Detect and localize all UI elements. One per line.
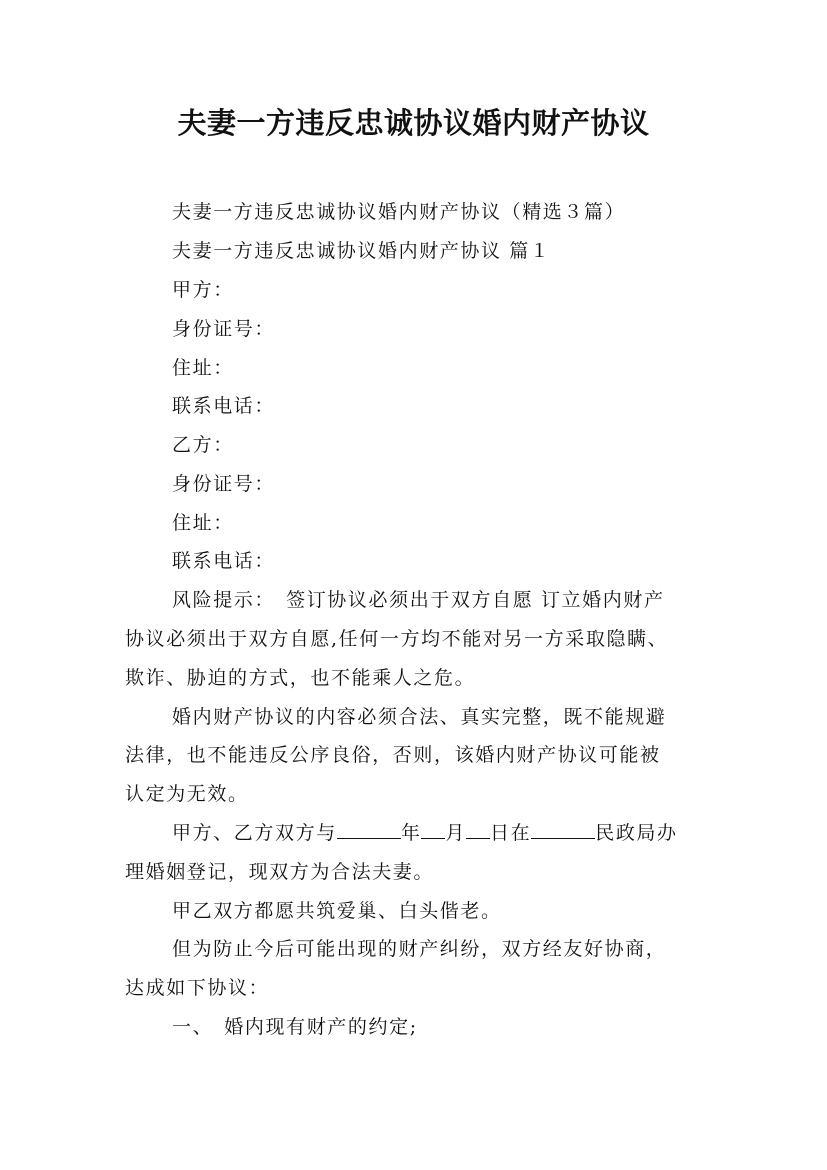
legal-paragraph-line-2: 法律，也不能违反公序良俗，否则，该婚内财产协议可能被 — [125, 744, 661, 766]
day-blank-field — [466, 820, 490, 839]
bureau-label: 民政局办 — [595, 822, 678, 844]
risk-paragraph-line-3: 欺诈、胁迫的方式，也不能乘人之危。 — [125, 667, 476, 689]
legal-paragraph-line-3: 认定为无效。 — [125, 783, 249, 805]
risk-paragraph-line-2: 协议必须出于双方自愿,任何一方均不能对另一方采取隐瞒、 — [125, 628, 669, 650]
year-label: 年 — [400, 822, 422, 844]
party-b-address-label: 住址： — [172, 512, 234, 534]
day-label: 日在 — [490, 822, 532, 844]
section-heading: 夫妻一方违反忠诚协议婚内财产协议 篇１ — [172, 240, 551, 262]
date-blank-field — [337, 820, 401, 839]
party-b-label: 乙方： — [172, 434, 234, 456]
month-blank-field — [421, 820, 445, 839]
party-b-phone-label: 联系电话： — [172, 550, 276, 572]
dispute-paragraph-line-2: 达成如下协议： — [125, 977, 270, 999]
bureau-blank-field — [531, 820, 595, 839]
marriage-text-segment: 甲方、乙方双方与 — [172, 822, 337, 844]
risk-paragraph-line-1: 风险提示： 签订协议必须出于双方自愿 订立婚内财产 — [172, 589, 665, 611]
legal-paragraph-line-1: 婚内财产协议的内容必须合法、真实完整，既不能规避 — [172, 706, 667, 728]
month-label: 月 — [445, 822, 467, 844]
marriage-paragraph-line-2: 理婚姻登记，现双方为合法夫妻。 — [125, 861, 435, 883]
clause-one-heading: 一、 婚内现有财产的约定; — [172, 1016, 418, 1038]
wish-paragraph: 甲乙双方都愿共筑爱巢、白头偕老。 — [172, 900, 502, 922]
party-a-id-label: 身份证号： — [172, 318, 276, 340]
party-a-address-label: 住址： — [172, 357, 234, 379]
party-a-phone-label: 联系电话： — [172, 395, 276, 417]
party-b-id-label: 身份证号： — [172, 473, 276, 495]
intro-line: 夫妻一方违反忠诚协议婚内财产协议（精选３篇） — [172, 201, 626, 223]
marriage-paragraph-line-1 — [172, 820, 678, 846]
party-a-label: 甲方： — [172, 279, 234, 301]
dispute-paragraph-line-1: 但为防止今后可能出现的财产纠纷，双方经友好协商， — [172, 938, 667, 960]
document-title: 夫妻一方违反忠诚协议婚内财产协议 — [177, 106, 650, 140]
